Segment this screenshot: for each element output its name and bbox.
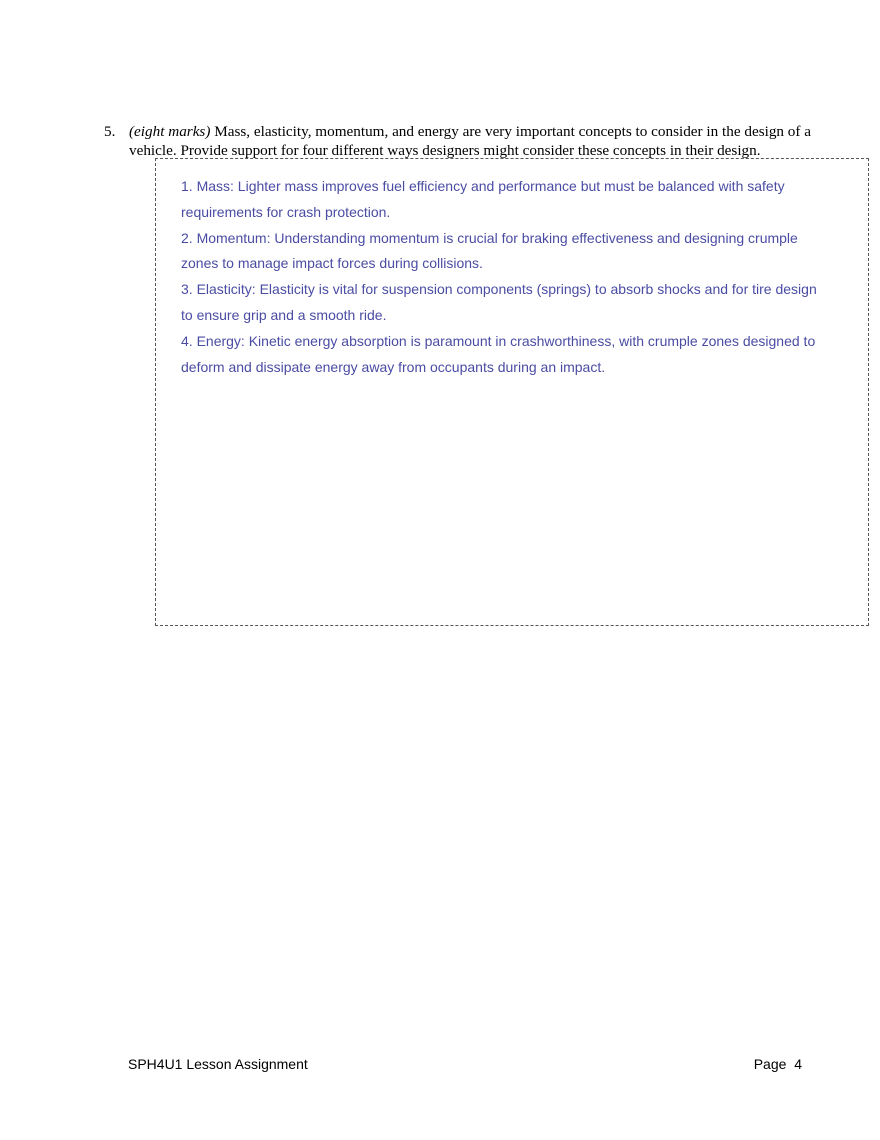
footer-page-number: 4 (794, 1056, 802, 1072)
footer-page-label: Page (753, 1056, 787, 1072)
question-marks: (eight marks) (129, 123, 211, 140)
answer-item-energy: 4. Energy: Kinetic energy absorption is paramount in crashworthiness, with crumple zones designed to deform and dissipate energy away from occupants during an impact. (181, 332, 816, 375)
question-prompt: Mass, elasticity, momentum, and energy are very important concepts to consider in the design of a vehicle. Provide support for four different ways designers might consider these concepts in their design. (129, 123, 811, 159)
question-text (129, 122, 824, 160)
answer-list (181, 174, 821, 380)
question-5 (104, 122, 824, 160)
answer-item-elasticity: 3. Elasticity: Elasticity is vital for suspension components (springs) to absorb shocks and for tire design to ensure grip and a smooth ride. (181, 281, 817, 323)
footer-page-indicator (754, 1056, 802, 1072)
footer-course-title: SPH4U1 Lesson Assignment (128, 1056, 308, 1072)
answer-textbox[interactable] (155, 158, 869, 626)
answer-item-mass: 1. Mass: Lighter mass improves fuel efficiency and performance but must be balanced with safety requirements for crash protection. (181, 178, 785, 220)
answer-item-momentum: 2. Momentum: Understanding momentum is crucial for braking effectiveness and designing crumple zones to manage impact forces during collisions. (181, 229, 798, 272)
question-number: 5. (104, 123, 116, 140)
